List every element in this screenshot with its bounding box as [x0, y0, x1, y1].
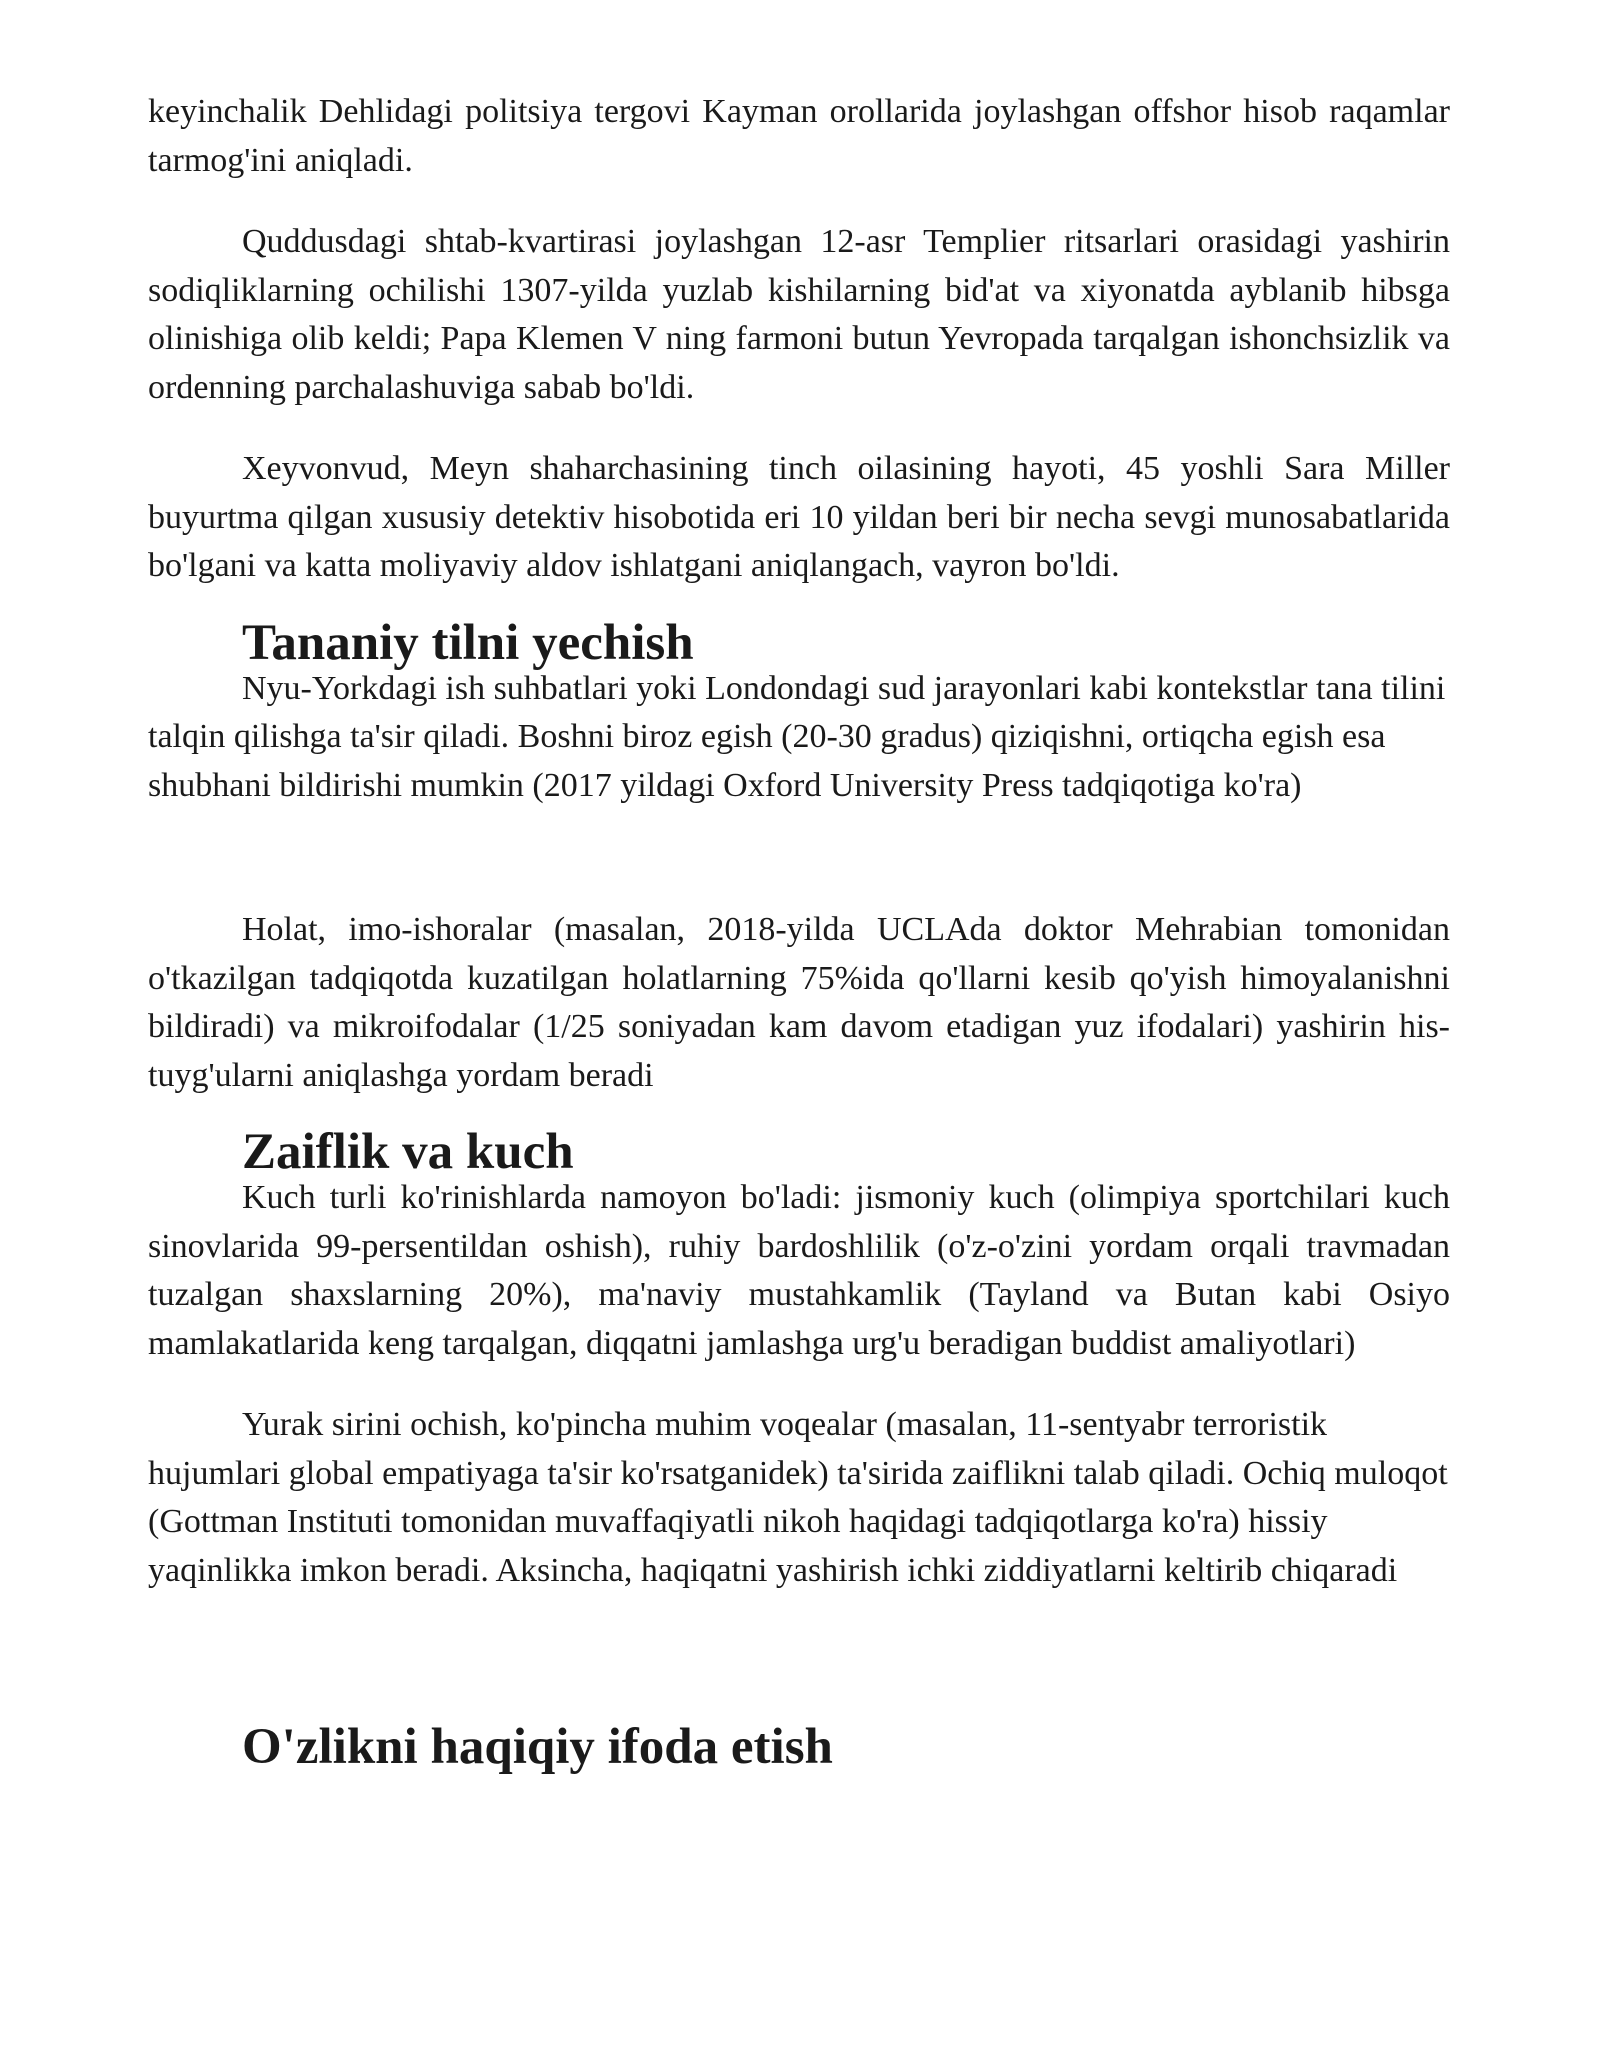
paragraph-intro-continued: keyinchalik Dehlidagi politsiya tergovi Kayman orollarida joylashgan offshor hisob raqamlar tarmog'ini aniqladi. [148, 93, 1450, 179]
paragraph-posture: Holat, imo-ishoralar (masalan, 2018-yilda UCLAda doktor Mehrabian tomonidan o'tkazilgan tadqiqotda kuzatilgan holatlarning 75%ida qo'llarni kesib qo'yish himoyalanishni bildiradi) va mikroifodalar (1/25 soniyadan kam davom etadigan yuz ifodalari) yashirin his-tuyg'ularni aniqlashga yordam beradi [148, 911, 1450, 1094]
paragraph-heyvonvud: Xeyvonvud, Meyn shaharchasining tinch oilasining hayoti, 45 yoshli Sara Miller buyurtma qilgan xususiy detektiv hisobotida eri 10 yildan beri bir necha sevgi munosabatlarida bo'lgani va katta moliyaviy aldov ishlatgani aniqlangach, vayron bo'ldi. [148, 450, 1450, 584]
paragraph-open-heart: Yurak sirini ochish, ko'pincha muhim voqealar (masalan, 11-sentyabr terroristik hujumlari global empatiyaga ta'sir ko'rsatganidek) ta'sirida zaiflikni talab qiladi. Ochiq muloqot (Gottman Instituti tomonidan muvaffaqiyatli nikoh haqidagi tadqiqotlarga ko'ra) hissiy yaqinlikka imkon beradi. Aksincha, haqiqatni yashirish ichki ziddiyatlarni keltirib chiqaradi [148, 1406, 1448, 1589]
heading-weakness-strength: Zaiflik va kuch [242, 1124, 574, 1180]
heading-self-expression: O'zlikni haqiqiy ifoda etish [242, 1719, 833, 1775]
document-page [148, 88, 1450, 1775]
paragraph-templars: Quddusdagi shtab-kvartirasi joylashgan 12-asr Templier ritsarlari orasidagi yashirin sodiqliklarning ochilishi 1307-yilda yuzlab kishilarning bid'at va xiyonatda ayblanib hibsga olinishiga olib keldi; Papa Klemen V ning farmoni butun Yevropada tarqalgan ishonchsizlik va ordenning parchalashuviga sabab bo'ldi. [148, 223, 1450, 406]
paragraph-body-language: Nyu-Yorkdagi ish suhbatlari yoki Londondagi sud jarayonlari kabi kontekstlar tana tilini talqin qilishga ta'sir qiladi. Boshni biroz egish (20-30 gradus) qiziqishni, ortiqcha egish esa shubhani bildirishi mumkin (2017 yildagi Oxford University Press tadqiqotiga ko'ra) [148, 669, 1446, 804]
paragraph-strength: Kuch turli ko'rinishlarda namoyon bo'ladi: jismoniy kuch (olimpiya sportchilari kuch sinovlarida 99-persentildan oshish), ruhiy bardoshlilik (o'z-o'zini yordam orqali travmadan tuzalgan shaxslarning 20%), ma'naviy mustahkamlik (Tayland va Butan kabi Osiyo mamlakatlarida keng tarqalgan, diqqatni jamlashga urg'u beradigan buddist amaliyotlari) [148, 1179, 1450, 1362]
heading-body-language: Tananiy tilni yechish [242, 614, 694, 671]
